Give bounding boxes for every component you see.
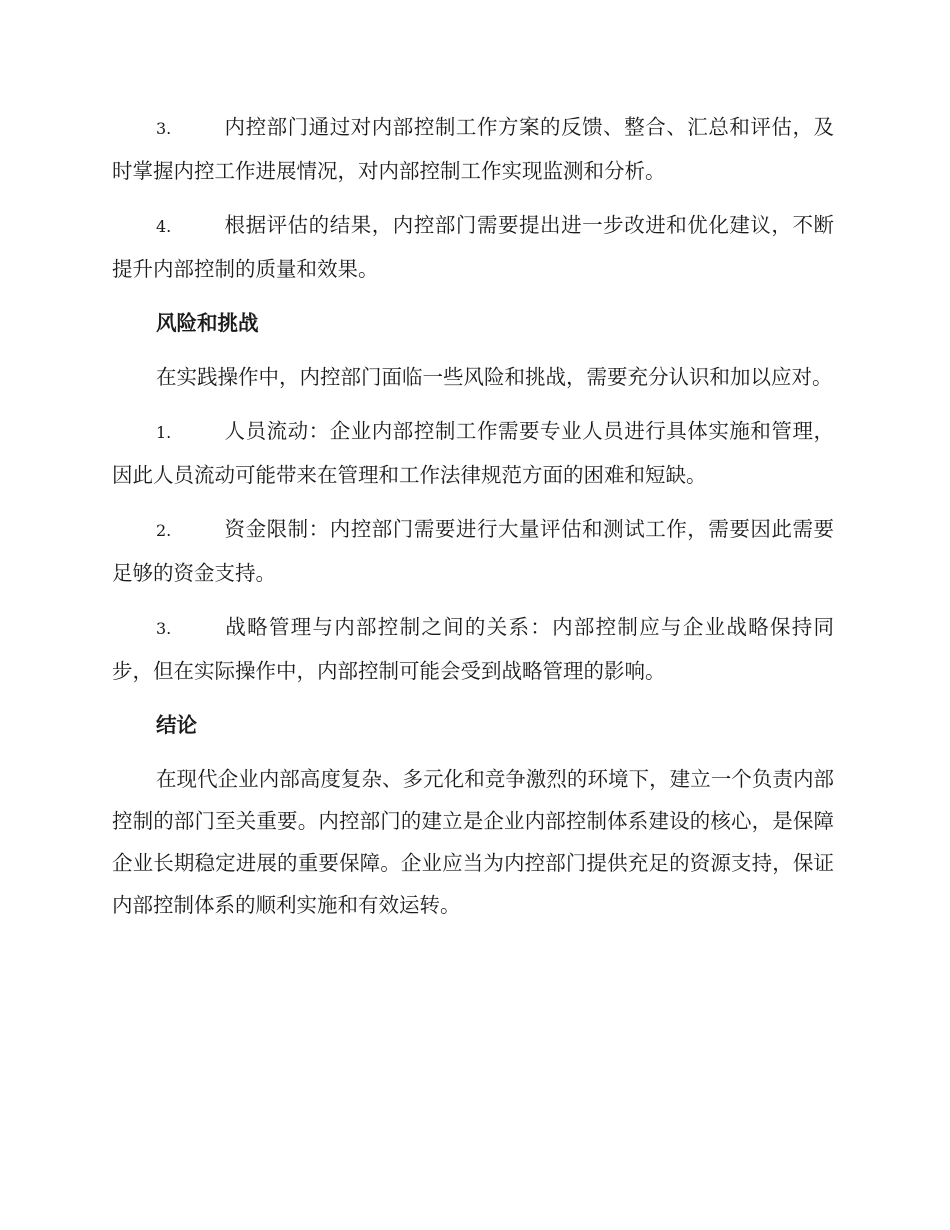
conclusion-paragraph: 在现代企业内部高度复杂、多元化和竞争激烈的环境下，建立一个负责内部控制的部门至关重要。内控部门的建立是企业内部控制体系建设的核心，是保障企业长期稳定进展的重要保障。企业应当为内控部门提供充足的资源支持，保证内部控制体系的顺利实施和有效运转。 [112, 767, 834, 917]
list-number: 4. [156, 217, 172, 236]
list-number: 1. [156, 423, 172, 442]
section-heading-conclusion: 结论 [156, 713, 197, 737]
list-text: 战略管理与内部控制之间的关系：内部控制应与企业战略保持同步，但在实际操作中，内部控制可能会受到战略管理的影响。 [112, 615, 834, 683]
list-number: 2. [156, 521, 172, 540]
section-heading-risk: 风险和挑战 [156, 311, 259, 335]
list-number: 3. [156, 119, 172, 138]
list-number: 3. [156, 619, 172, 638]
list-text: 人员流动：企业内部控制工作需要专业人员进行具体实施和管理，因此人员流动可能带来在管理和工作法律规范方面的困难和短缺。 [112, 419, 834, 487]
list-item [112, 508, 834, 594]
list-item [112, 606, 834, 692]
document-page [112, 106, 834, 938]
list-text: 根据评估的结果，内控部门需要提出进一步改进和优化建议，不断提升内部控制的质量和效果。 [112, 213, 834, 281]
list-item [112, 410, 834, 496]
list-item [112, 106, 834, 192]
risk-intro-paragraph: 在实践操作中，内控部门面临一些风险和挑战，需要充分认识和加以应对。 [156, 365, 833, 389]
list-text: 内控部门通过对内部控制工作方案的反馈、整合、汇总和评估，及时掌握内控工作进展情况，对内部控制工作实现监测和分析。 [112, 115, 834, 183]
list-text: 资金限制：内控部门需要进行大量评估和测试工作，需要因此需要足够的资金支持。 [112, 517, 834, 585]
list-item [112, 204, 834, 290]
